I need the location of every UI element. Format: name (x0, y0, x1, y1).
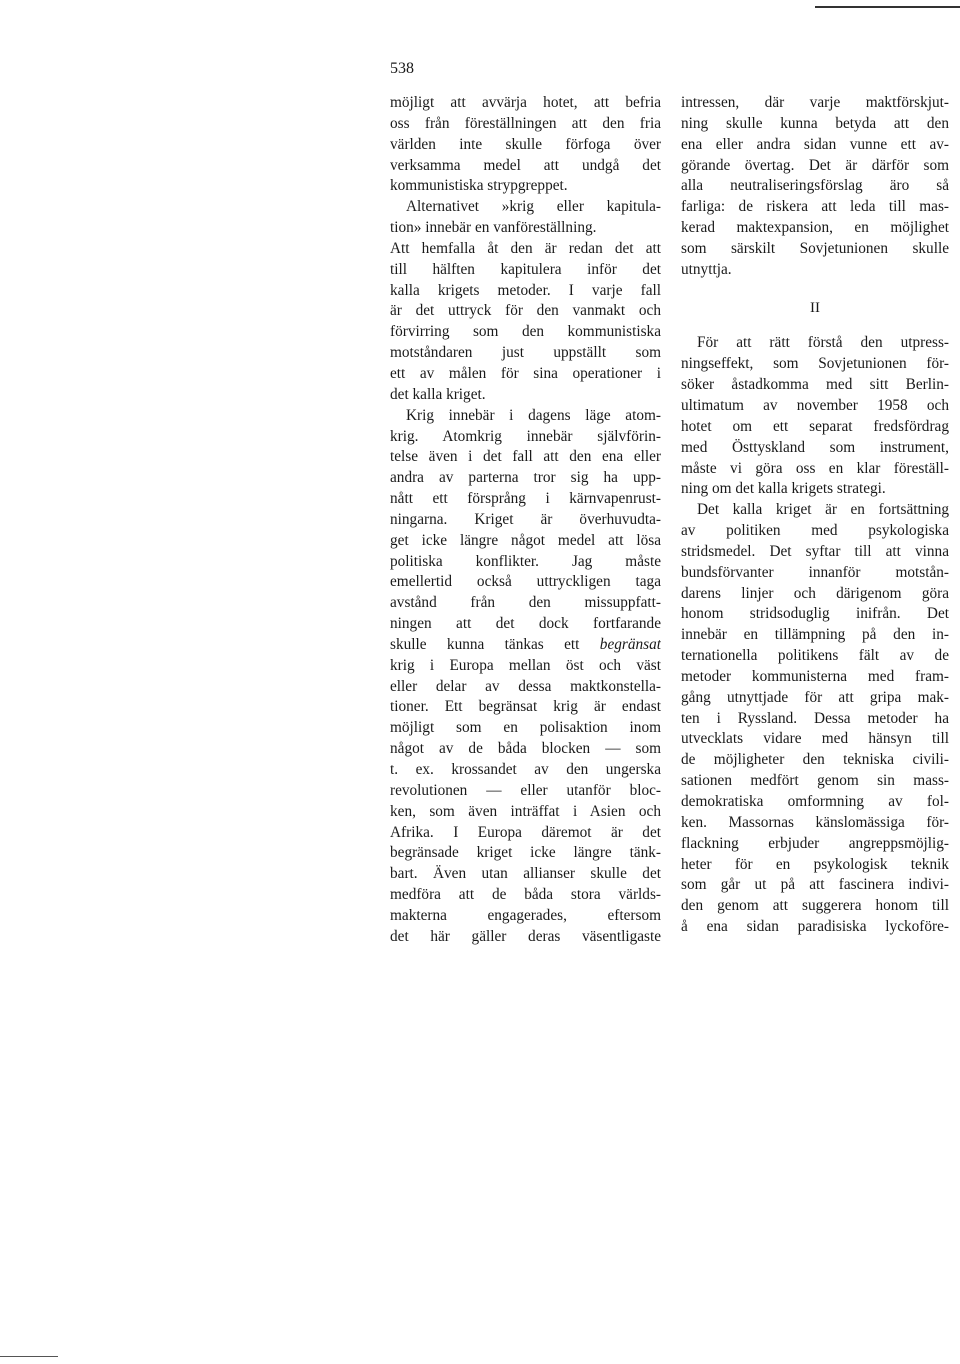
text-line: Att hemfalla åt den är redan det att (390, 239, 661, 257)
text-line: skulle kunna tänkas ett begränsat (390, 635, 661, 653)
text-line: emellertid också uttryckligen taga (390, 573, 661, 591)
text-line: det här gäller deras väsentligaste (390, 927, 661, 945)
text-line: å ena sidan paradisiska lyckoföre- (681, 918, 949, 936)
text-line: ten i Ryssland. Dessa metoder ha (681, 709, 949, 727)
section-heading: II (810, 299, 820, 316)
text-line: farliga: de riskera att leda till mas- (681, 198, 949, 216)
text-line: revolutionen — eller utanför bloc- (390, 781, 661, 799)
text-line: Afrika. I Europa däremot är det (390, 823, 661, 841)
text-line: ett av målen för sina operationer i (390, 364, 661, 382)
text-line: t. ex. krossandet av den ungerska (390, 761, 661, 778)
text-line: ken. Massornas känslomässiga för- (681, 813, 949, 831)
text-line: görande övertag. Det är därför som (681, 156, 949, 174)
text-line: alla neutraliseringsförslag äro så (681, 177, 949, 195)
text-line: politiska konflikter. Jag måste (390, 552, 661, 570)
right-column-lower-text (681, 333, 949, 937)
text-line: ning skulle kunna betyda att den (681, 114, 949, 132)
text-line: sationen medfört genom sin mass- (681, 772, 949, 790)
text-line: söker åstadkomma med sitt Berlin- (681, 376, 949, 394)
text-line: honom stridsoduglig inifrån. Det (681, 605, 949, 623)
text-line: måste vi göra oss en klar föreställ- (681, 459, 949, 477)
text-line: oss från föreställningen att den fria (390, 114, 661, 132)
text-line: Krig innebär i dagens läge atom- (406, 406, 661, 424)
text-line: ningen att det dock fortfarande (390, 615, 661, 633)
scan-edge-rule-bottom (0, 1356, 58, 1357)
text-line: möjligt som en polisaktion inom (390, 719, 661, 737)
text-line: den genom att suggerera honom till (681, 897, 949, 915)
text-line: ultimatum av november 1958 och (681, 396, 949, 414)
text-line: tion» innebär en vanföreställning. (390, 219, 597, 237)
text-line: ena eller andra sidan vunne ett av- (681, 135, 949, 153)
text-line: intressen, där varje maktförskjut- (681, 94, 949, 111)
text-line: något av de båda blocken — som (390, 740, 661, 758)
text-line: ken, som även inträffat i Asien och (390, 802, 661, 820)
text-line: världen inte skulle förfoga över (390, 135, 661, 153)
text-line: andra av parterna tror sig ha upp- (390, 469, 661, 487)
text-line: möjligt att avvärja hotet, att befria (390, 94, 661, 111)
text-line: get icke längre något medel att lösa (390, 531, 661, 549)
text-line: utvecklats vidare med hänsyn till (681, 730, 949, 748)
text-line: nått ett försprång i kärnvapenrust- (390, 490, 661, 508)
text-line: av politiken med psykologiska (681, 522, 949, 540)
right-text-column (681, 93, 949, 938)
text-line: bart. Även utan allianser skulle det (390, 865, 661, 883)
text-line: heter för en psykologisk teknik (681, 855, 949, 873)
text-line: som särskilt Sovjetunionen skulle (681, 239, 949, 257)
text-line: till hälften kapitulera inför det (390, 260, 661, 278)
text-line: avstånd från den missuppfatt- (390, 594, 661, 612)
text-line: tioner. Ett begränsat krig är endast (390, 698, 661, 716)
text-line: hotet om ett separat fredsfördrag (681, 417, 949, 435)
text-line: kerad maktexpansion, en möjlighet (681, 219, 949, 237)
text-line: kalla krigets metoder. I varje fall (390, 281, 661, 299)
text-line: gång utnyttjade för att gripa mak- (681, 688, 949, 706)
scan-edge-rule-top (815, 6, 960, 8)
text-line: ningarna. Kriget är överhuvudta- (390, 510, 661, 528)
left-text-column (390, 93, 661, 948)
text-line: bundsförvanter innanför motstån- (681, 563, 949, 581)
text-line: stridsmedel. Det syftar till att vinna (681, 542, 949, 560)
text-line: För att rätt förstå den utpress- (697, 334, 949, 352)
text-line: är det uttryck för den vanmakt och (390, 302, 661, 320)
text-line: begränsade kriget icke längre tänk- (390, 844, 661, 862)
text-line: Alternativet »krig eller kapitula- (406, 198, 661, 216)
text-line: medföra att de båda stora världs- (390, 886, 661, 904)
text-line: telse även i det fall att den ena eller (390, 448, 661, 466)
text-line: förvirring som den kommunistiska (390, 323, 661, 341)
text-line: krig. Atomkrig innebär självförin- (390, 427, 661, 445)
text-line: krig i Europa mellan öst och väst (390, 656, 661, 674)
text-line: ningseffekt, som Sovjetunionen för- (681, 355, 949, 373)
page-number: 538 (390, 60, 414, 77)
text-line: ternationella politikens fält av de (681, 647, 949, 665)
text-line: metoder kommunisterna med fram- (681, 667, 949, 685)
text-line: innebär en tillämpning på den in- (681, 626, 949, 644)
text-line: det kalla kriget. (390, 385, 486, 403)
text-line: utnyttja. (681, 260, 732, 278)
text-line: som går ut på att fascinera indivi- (681, 876, 949, 894)
text-line: flackning erbjuder angreppsmöjlig- (681, 834, 949, 852)
text-line: de möjligheter den tekniska civili- (681, 751, 949, 769)
text-line: ning om det kalla krigets strategi. (681, 480, 886, 498)
text-line: kommunistiska strypgreppet. (390, 177, 568, 195)
right-column-upper-text (681, 93, 949, 281)
text-line: verksamma medel att undgå det (390, 156, 661, 174)
text-line: Det kalla kriget är en fortsättning (697, 501, 949, 519)
text-line: makterna engagerades, eftersom (390, 906, 661, 924)
text-line: eller delar av dessa maktkonstella- (390, 677, 661, 695)
text-line: demokratiska omformning av fol- (681, 793, 949, 810)
text-line: med Östtyskland som instrument, (681, 438, 949, 456)
text-line: darens linjer och därigenom göra (681, 584, 949, 602)
text-line: motståndaren just uppställt som (390, 344, 661, 362)
